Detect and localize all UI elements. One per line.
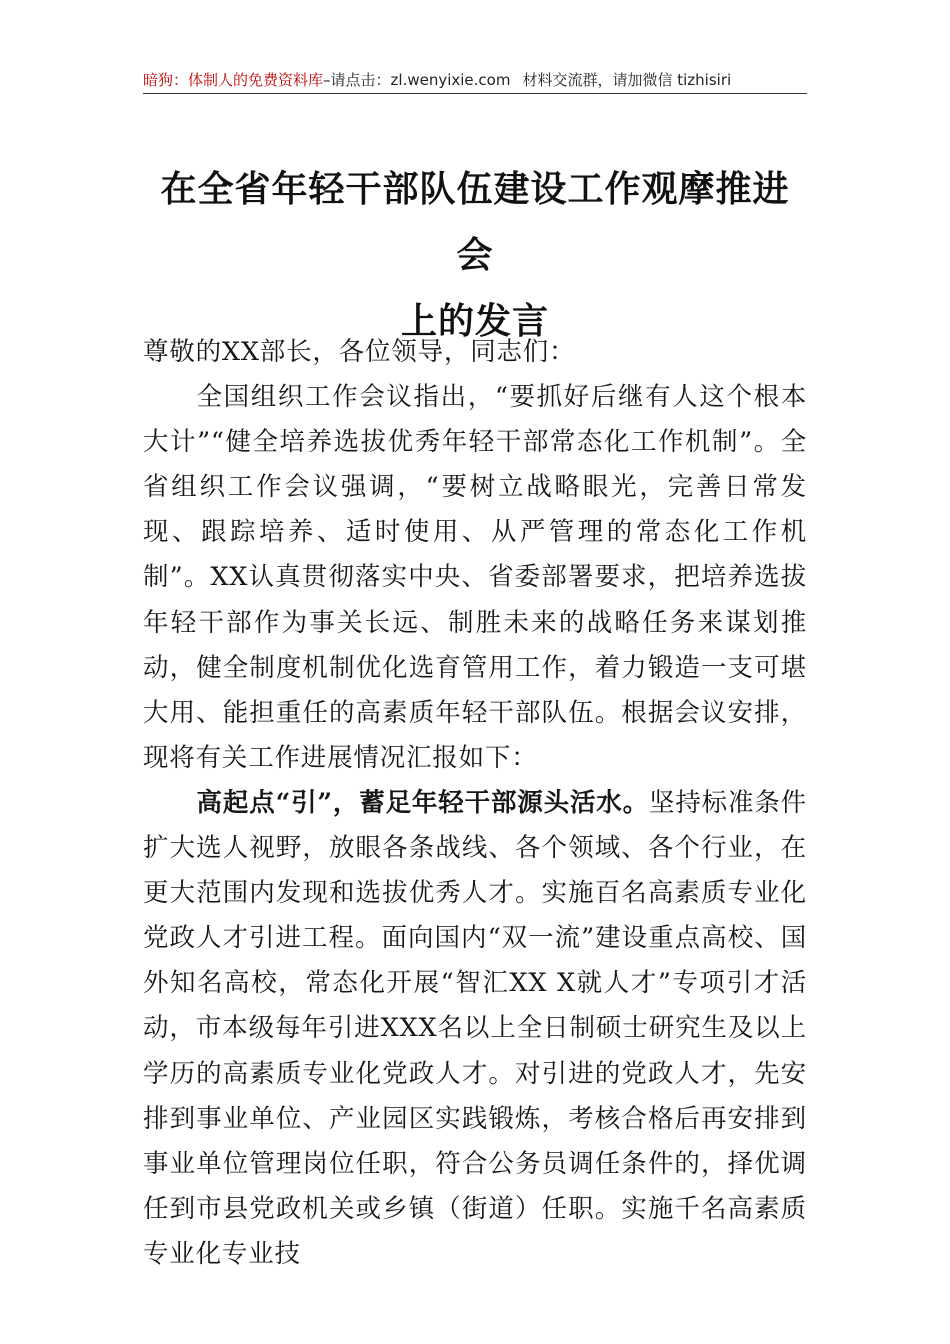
header-site-name: 暗狗：体制人的免费资料库 (143, 71, 324, 89)
title-line-1: 在全省年轻干部队伍建设工作观摩推进会 (160, 168, 790, 276)
salutation: 尊敬的XX部长，各位领导，同志们： (143, 337, 576, 367)
header-link-prefix: –请点击： (323, 71, 391, 89)
paragraph-intro: 全国组织工作会议指出，“要抓好后继有人这个根本大计”“健全培养选拔优秀年轻干部常态化工作机制”。全省组织工作会议强调，“要树立战略眼光，完善日常发现、跟踪培养、适时使用、从严管理的常态化工作机制”。XX认真贯彻落实中央、省委部署要求，把培养选拔年轻干部作为事关长远、制胜未来的战略任务来谋划推动，健全制度机制优化选育管用工作，着力锻造一支可堪大用、能担重任的高素质年轻干部队伍。根据会议安排，现将有关工作进展情况汇报如下： (143, 382, 807, 773)
document-title (143, 156, 807, 354)
title-line-2: 上的发言 (400, 300, 549, 342)
section-text: 坚持标准条件扩大选人视野，放眼各条战线、各个领域、各个行业，在更大范围内发现和选拔优秀人才。实施百名高素质专业化党政人才引进工程。面向国内“双一流”建设重点高校、国外知名高校，常态化开展“智汇XX X就人才”专项引才活动，市本级每年引进XXX名以上全日制硕士研究生及以上学历的高素质专业化党政人才。对引进的党政人才，先安排到事业单位、产业园区实践锻炼，考核合格后再安排到事业单位管理岗位任职，符合公务员调任条件的，择优调任到市县党政机关或乡镇（街道）任职。实施千名高素质专业化专业技 (143, 787, 807, 1269)
page-header (143, 68, 807, 92)
section-heading: 高起点“引”，蓄足年轻干部源头活水。 (196, 787, 649, 818)
document-body (143, 330, 807, 1277)
paragraph-section-1 (143, 781, 807, 1277)
header-url-link[interactable]: zl.wenyixie.com (390, 71, 511, 89)
header-contact: 材料交流群，请加微信 tizhisiri (522, 71, 732, 89)
header-divider (143, 93, 807, 94)
